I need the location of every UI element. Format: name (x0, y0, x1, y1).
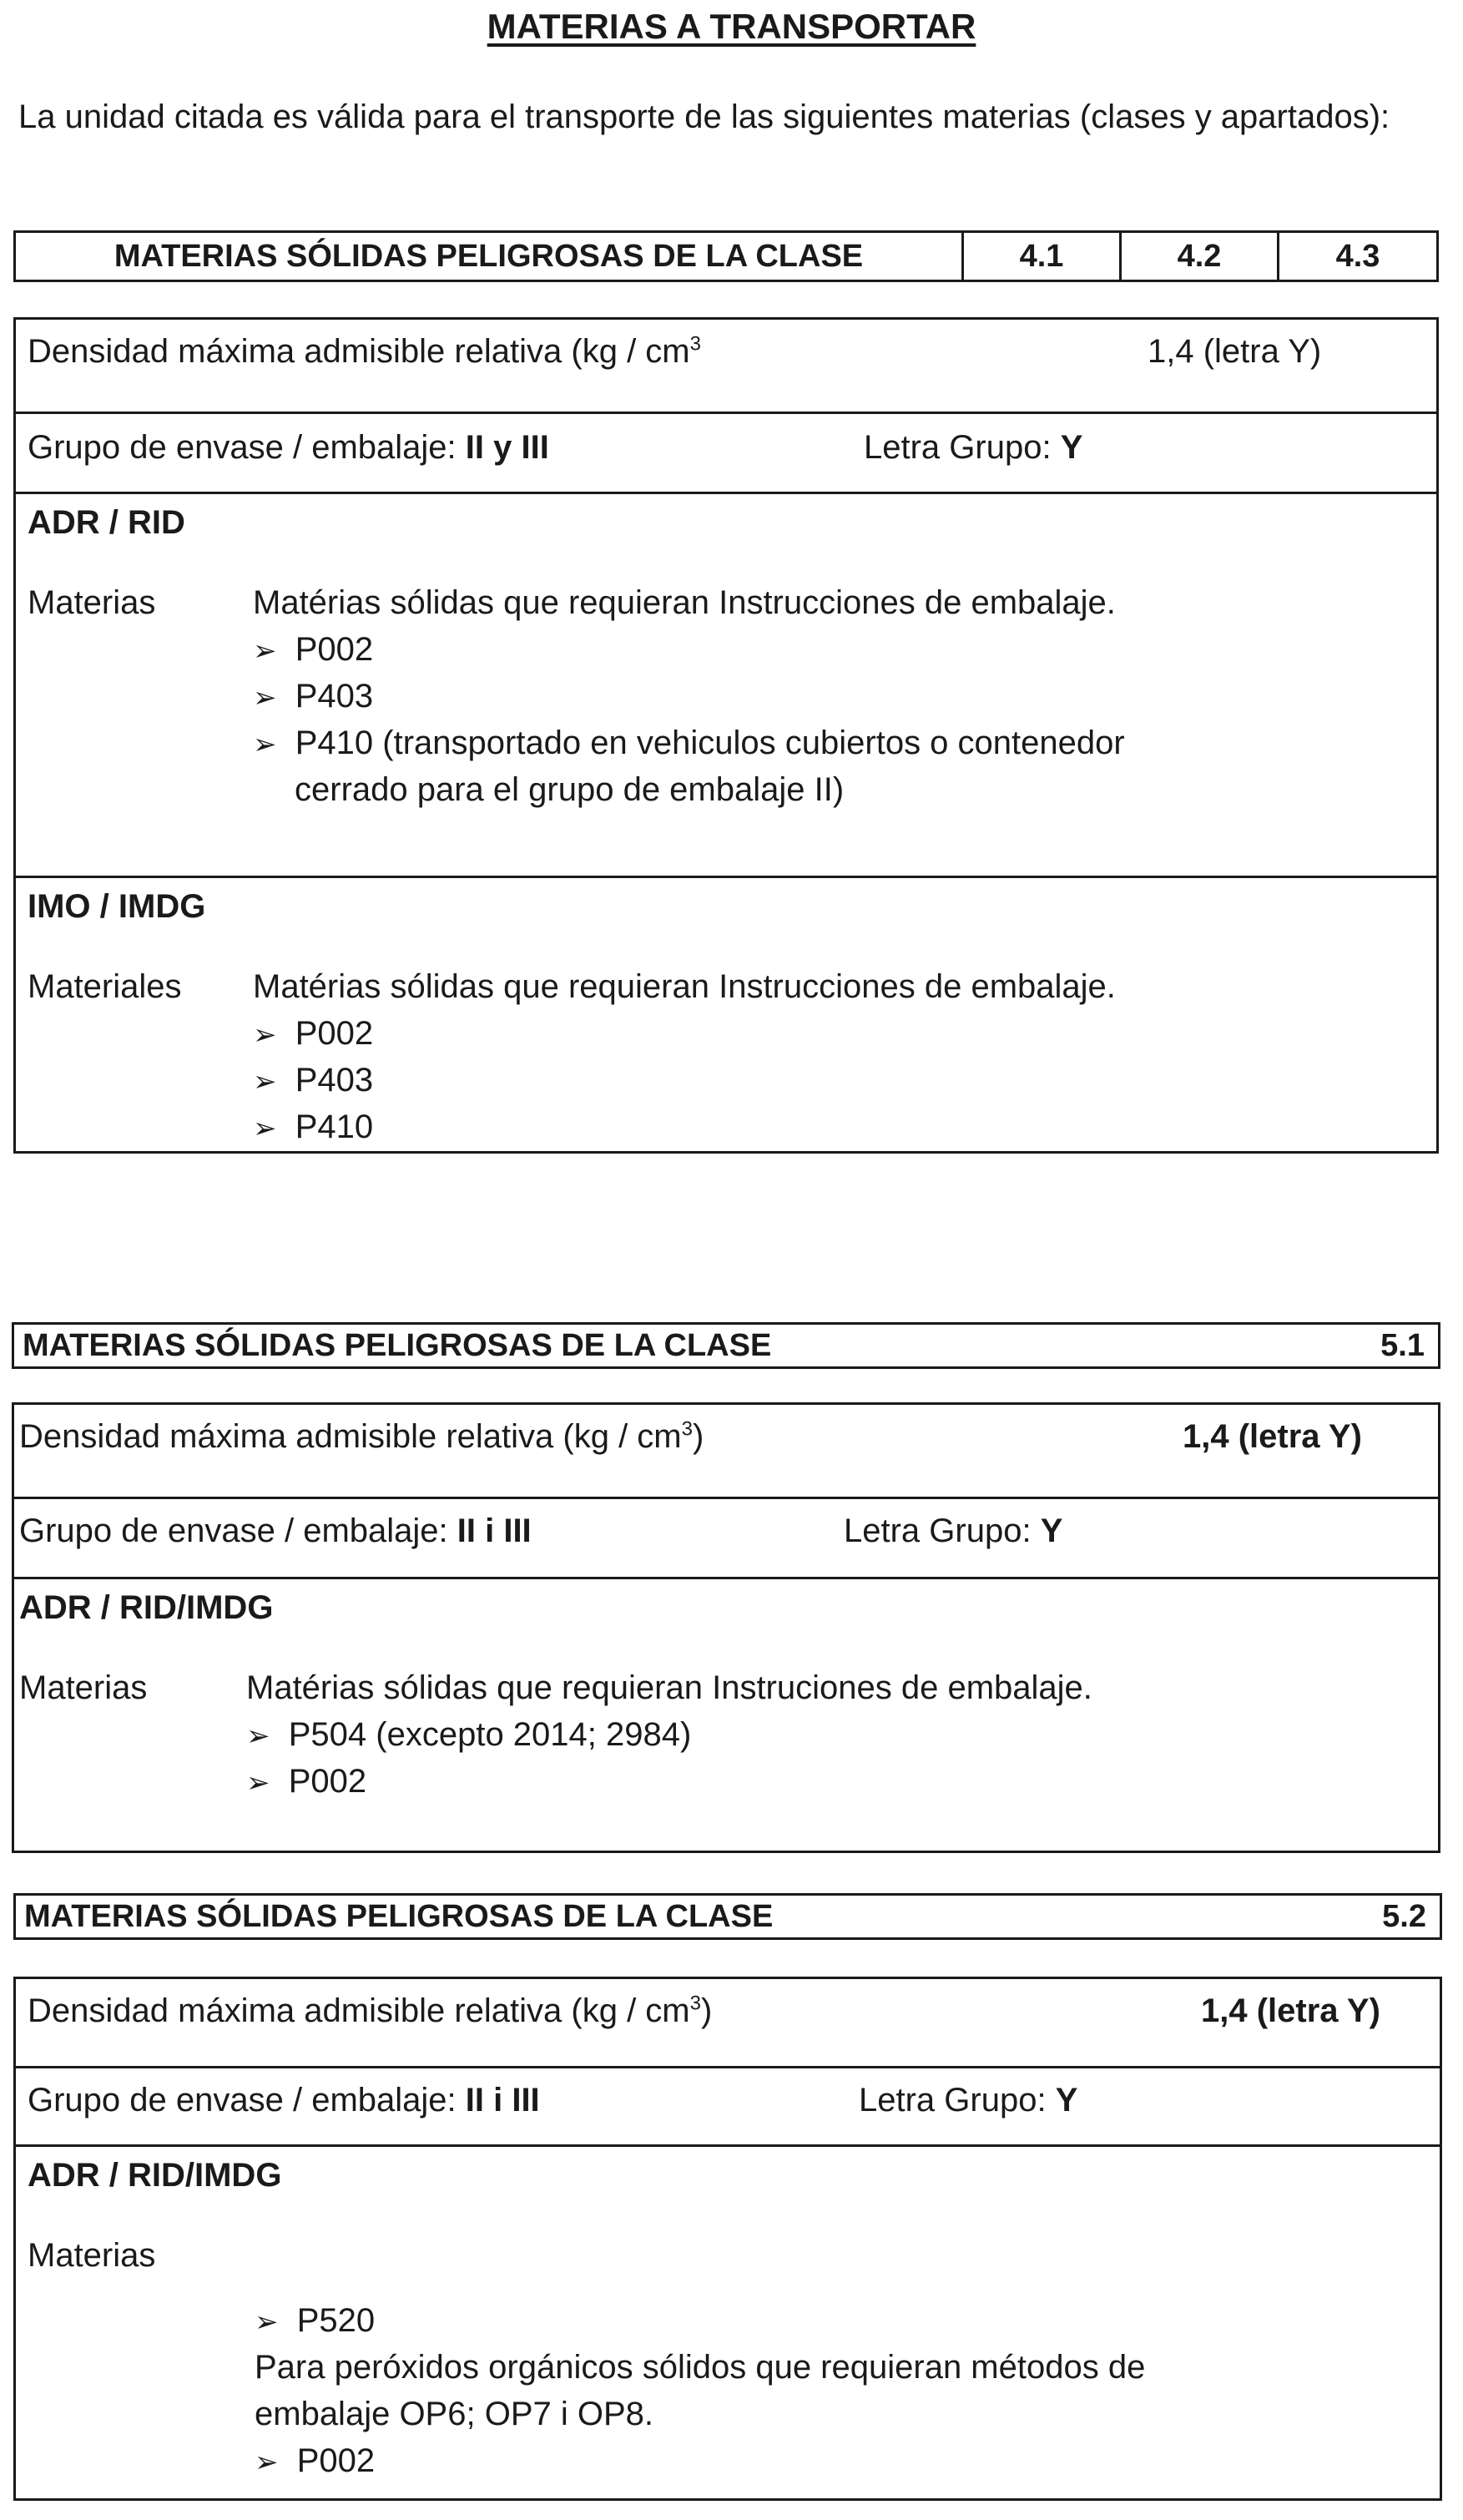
class-5-1-header (12, 1322, 1440, 1369)
arrow-bullet-icon: ➢ (255, 2447, 279, 2478)
imo-imdg-title: IMO / IMDG (28, 888, 206, 925)
list-item: ➢ P403 (253, 678, 374, 715)
density-label: Densidad máxima admisible relativa $(kg / cm^3)$ (19, 1417, 704, 1455)
density-label: Densidad máxima admisible relativa $(kg / cm^3)$ (28, 1992, 713, 2029)
materias-label: Materias (28, 2237, 156, 2274)
adr-rid-title: ADR / RID (28, 504, 185, 541)
list-item: ➢ P504 (excepto 2014; 2984) (246, 1716, 692, 1753)
adr-rid-imdg-title: ADR / RID/IMDG (28, 2157, 282, 2194)
list-item: ➢ P410 (253, 1108, 374, 1145)
density-value: 1,4 (letra Y) (1183, 1418, 1362, 1455)
group-label: Grupo de envase / embalaje: II y III (28, 429, 549, 466)
list-item: ➢ P002 (255, 2442, 376, 2479)
materias-label: Materias (19, 1669, 148, 1706)
arrow-bullet-icon: ➢ (253, 1113, 277, 1144)
class-4-1-cell: 4.1 (961, 233, 1119, 280)
density-row (16, 1979, 1440, 2066)
adr-text: Matérias sólidas que requieran Instrucciones de embalaje. (253, 584, 1116, 621)
arrow-bullet-icon: ➢ (246, 1720, 270, 1752)
adr-rid-block (16, 492, 1436, 876)
density-value: 1,4 (letra Y) (1201, 1992, 1380, 2029)
density-value: 1,4 (letra Y) (1148, 333, 1322, 370)
letter-group: Letra Grupo: Y (859, 2082, 1078, 2119)
adr-text-line-1: Para peróxidos orgánicos sólidos que requieran métodos de (255, 2349, 1146, 2386)
arrow-bullet-icon: ➢ (246, 1767, 270, 1799)
section-4-table (13, 317, 1439, 1154)
imo-text: Matérias sólidas que requieran Instrucciones de embalaje. (253, 968, 1116, 1005)
adr-rid-imdg-block (14, 1577, 1438, 1851)
density-label: Densidad máxima admisible relativa ($kg / cm^3$ (28, 332, 701, 370)
class-5-2-cell: 5.2 (1382, 1898, 1426, 1934)
adr-rid-imdg-title: ADR / RID/IMDG (19, 1589, 274, 1626)
list-item: ➢ P520 (255, 2302, 376, 2339)
list-item-continuation: cerrado para el grupo de embalaje II) (295, 771, 845, 808)
class-header-label: MATERIAS SÓLIDAS PELIGROSAS DE LA CLASE (23, 1327, 772, 1363)
group-label: Grupo de envase / embalaje: II i III (19, 1513, 532, 1549)
adr-rid-imdg-block (16, 2144, 1440, 2498)
imo-imdg-block (16, 876, 1436, 1151)
group-row (16, 412, 1436, 492)
class-5-2-header (13, 1893, 1442, 1940)
page-title: MATERIAS A TRANSPORTAR (487, 7, 976, 46)
class-4-3-cell: 4.3 (1277, 233, 1436, 280)
section-5-1-table (12, 1402, 1440, 1853)
density-row (16, 320, 1436, 412)
adr-text-line-2: embalaje OP6; OP7 i OP8. (255, 2396, 654, 2432)
class-header-label: MATERIAS SÓLIDAS PELIGROSAS DE LA CLASE (24, 1898, 774, 1934)
group-row (14, 1497, 1438, 1577)
letter-group: Letra Grupo: Y (864, 429, 1083, 466)
arrow-bullet-icon: ➢ (253, 1066, 277, 1098)
materiales-label: Materiales (28, 968, 182, 1005)
materias-label: Materias (28, 584, 156, 621)
list-item: ➢ P403 (253, 1062, 374, 1098)
list-item: ➢ P002 (253, 631, 374, 668)
list-item: ➢ P410 (transportado en vehiculos cubiertos o contenedor (253, 725, 1125, 761)
group-row (16, 2066, 1440, 2144)
list-item: ➢ P002 (246, 1763, 367, 1800)
class-header-label: MATERIAS SÓLIDAS PELIGROSAS DE LA CLASE (114, 238, 864, 274)
class-4-2-cell: 4.2 (1119, 233, 1277, 280)
class-4-header (13, 230, 1439, 282)
adr-text: Matérias sólidas que requieran Instruciones de embalaje. (246, 1669, 1092, 1706)
arrow-bullet-icon: ➢ (253, 1019, 277, 1051)
density-row (14, 1405, 1438, 1497)
list-item: ➢ P002 (253, 1015, 374, 1052)
intro-paragraph: La unidad citada es válida para el transporte de las siguientes materias (clases y apartados): (18, 98, 1390, 135)
arrow-bullet-icon: ➢ (253, 635, 277, 667)
section-5-2-table (13, 1977, 1442, 2501)
class-5-1-cell: 5.1 (1380, 1327, 1425, 1363)
arrow-bullet-icon: ➢ (255, 2306, 279, 2338)
group-label: Grupo de envase / embalaje: II i III (28, 2082, 540, 2119)
arrow-bullet-icon: ➢ (253, 729, 277, 760)
letter-group: Letra Grupo: Y (844, 1513, 1063, 1549)
arrow-bullet-icon: ➢ (253, 682, 277, 714)
